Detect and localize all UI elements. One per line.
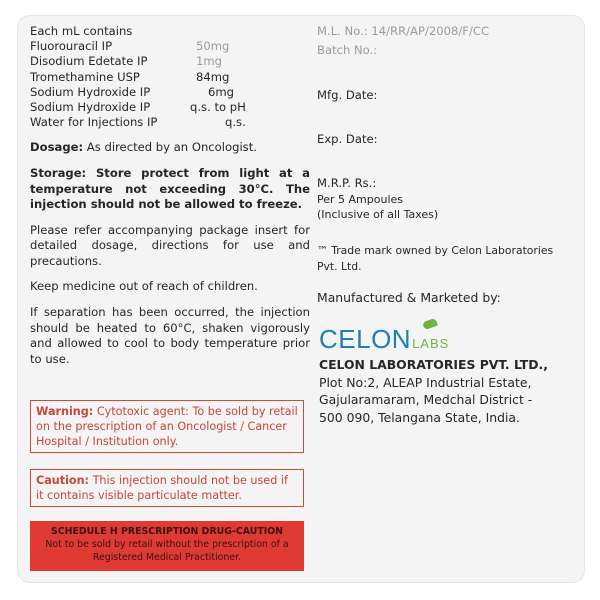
ingredient-qty: 6mg (208, 84, 235, 99)
manufactured-by: Manufactured & Marketed by: (317, 290, 501, 305)
caution-text: This injection should not be used if it contains visible particulate matter. (36, 474, 288, 502)
ingredient-name: Fluorouracil IP (30, 39, 113, 54)
tax-note: (Inclusive of all Taxes) (317, 208, 439, 221)
ingredient-qty: 50mg (196, 39, 230, 54)
mfg-date: Mfg. Date: (317, 88, 378, 102)
schedule-line: Registered Medical Practitioner. (92, 552, 242, 563)
pack-size: Per 5 Ampoules (317, 193, 404, 206)
logo-sub: LABS (412, 336, 450, 351)
storage-label: Storage: (30, 165, 87, 180)
separation-note: If separation has been occurred, the injection should be heated to 60°C, shaken vigorously and allowed to cool to body temperature prior to use. (30, 305, 310, 366)
batch-number: Batch No.: (317, 43, 378, 57)
address-line: Plot No:2, ALEAP Industrial Estate, (319, 374, 532, 390)
address-line: 500 090, Telangana State, India. (319, 409, 520, 425)
ingredients-heading-text: Each mL contains (30, 24, 133, 38)
package-insert-note: Please refer accompanying package insert for detailed dosage, directions for use and precautions. (30, 222, 310, 268)
children-warning: Keep medicine out of reach of children. (30, 279, 258, 294)
ingredient-qty: q.s. (225, 115, 246, 130)
ingredient-name: Sodium Hydroxide IP (30, 99, 151, 114)
ingredient-row (30, 54, 310, 69)
leaf-icon (422, 318, 438, 330)
mrp-label: M.R.P. Rs.: (317, 176, 377, 190)
schedule-line: Not to be sold by retail without the prescription of a (45, 539, 289, 550)
storage-statement (30, 166, 310, 213)
schedule-h-banner (30, 521, 304, 571)
ingredient-name: Disodium Edetate IP (30, 54, 148, 69)
ingredient-qty: 1mg (196, 54, 223, 69)
ingredient-name: Water for Injections IP (30, 115, 158, 130)
dosage-text: As directed by an Oncologist. (83, 140, 257, 155)
address-line: Gajularamaram, Medchal District - (319, 392, 533, 408)
company-name: CELON LABORATORIES PVT. LTD., (319, 357, 548, 372)
company-address (319, 356, 548, 426)
ingredient-qty: 84mg (196, 69, 230, 84)
caution-box (30, 469, 304, 507)
carton-panel (18, 16, 584, 582)
caution-label: Caution: (36, 474, 90, 487)
ingredient-name: Tromethamine USP (30, 69, 140, 84)
schedule-heading: SCHEDULE H PRESCRIPTION DRUG-CAUTION (50, 526, 284, 537)
left-column (30, 24, 310, 367)
ingredient-row (30, 39, 310, 54)
dosage-label: Dosage: (30, 140, 84, 155)
dosage-statement (30, 140, 310, 156)
storage-text: Store protect from light at a temperature not exceeding 30°C. (30, 165, 310, 196)
warning-box (30, 400, 304, 453)
trademark-note: ™ Trade mark owned by Celon Laboratories Pvt. Ltd. (317, 244, 554, 273)
ingredients-list (30, 24, 310, 130)
ingredient-row (30, 85, 310, 100)
warning-label: Warning: (36, 405, 94, 418)
ingredients-heading (30, 24, 310, 39)
logo-main: CELON (319, 324, 412, 354)
ingredient-qty: q.s. to pH (190, 99, 246, 114)
exp-date: Exp. Date: (317, 132, 378, 146)
ingredient-row (30, 115, 310, 130)
celon-labs-logo (319, 324, 449, 355)
ingredient-row (30, 100, 310, 115)
mfg-licence: M.L. No.: 14/RR/AP/2008/F/CC (317, 24, 490, 38)
storage-freeze: The injection should not be allowed to freeze. (30, 181, 310, 212)
ingredient-row (30, 70, 310, 85)
warning-text: Cytotoxic agent: To be sold by retail on the prescription of an Oncologist / Cancer Hospital / Institution only. (36, 405, 298, 448)
ingredient-name: Sodium Hydroxide IP (30, 84, 151, 99)
